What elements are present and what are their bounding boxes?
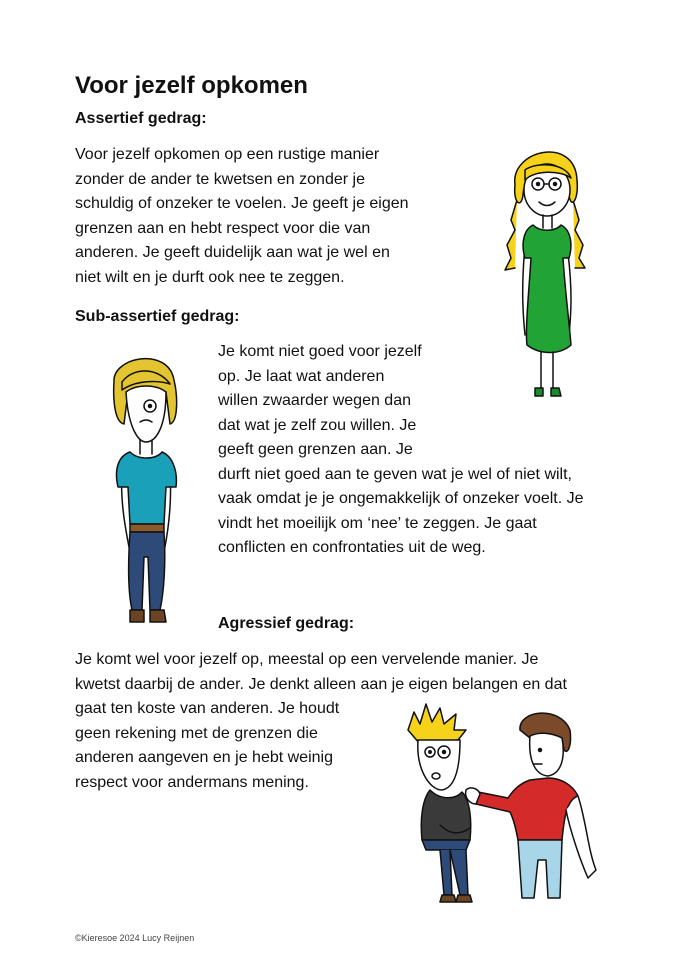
paragraph-line: vindt het moeilijk om ‘nee’ te zeggen. Je gaat	[218, 514, 537, 532]
paragraph-line: op. Je laat wat anderen	[218, 367, 385, 385]
paragraph-line: kwetst daarbij de ander. Je denkt alleen aan je eigen belangen en dat	[75, 675, 567, 693]
paragraph-line: dat wat je zelf zou willen. Je	[218, 416, 417, 434]
copyright-footer: ©Kieresoe 2024 Lucy Reijnen	[75, 933, 195, 943]
paragraph-line: grenzen aan en hebt respect voor die van	[75, 219, 371, 237]
paragraph-line: anderen. Je geeft duidelijk aan wat je wel en	[75, 244, 390, 261]
paragraph-line: vaak omdat je je ongemakkelijk of onzeker voelt. Je	[218, 490, 584, 507]
paragraph-line: willen zwaarder wegen dan	[218, 392, 411, 409]
paragraph-line: conflicten en confrontaties uit de weg.	[218, 539, 486, 556]
paragraph-line: respect voor andermans mening.	[75, 773, 309, 791]
paragraph-line: durft niet goed aan te geven wat je wel of niet wilt,	[218, 465, 572, 483]
heading-sub-assertive: Sub-assertief gedrag:	[75, 308, 240, 325]
paragraph-line: gaat ten koste van anderen. Je houdt	[75, 700, 340, 717]
page-title: Voor jezelf opkomen	[75, 72, 308, 99]
paragraph-line: Je komt niet goed voor jezelf	[218, 343, 422, 360]
aggressive-illustration	[400, 700, 610, 910]
sub-assertive-boy-illustration	[108, 352, 188, 630]
heading-aggressive: Agressief gedrag:	[218, 615, 355, 632]
paragraph-line: geeft geen grenzen aan. Je	[218, 441, 413, 458]
paragraph-line: niet wilt en je durft ook nee te zeggen.	[75, 268, 345, 286]
paragraph-line: anderen aangeven en je hebt weinig	[75, 749, 333, 766]
paragraph-line: geen rekening met de grenzen die	[75, 724, 318, 742]
paragraph-line: Voor jezelf opkomen op een rustige manier	[75, 146, 380, 163]
paragraph-line: schuldig of onzeker te voelen. Je geeft je eigen	[75, 195, 409, 212]
paragraph-line: Je komt wel voor jezelf op, meestal op een vervelende manier. Je	[75, 651, 539, 668]
assertive-girl-illustration	[495, 140, 595, 405]
paragraph-assertive	[75, 143, 409, 290]
paragraph-line: zonder de ander te kwetsen en zonder je	[75, 170, 365, 188]
heading-assertive: Assertief gedrag:	[75, 110, 207, 127]
